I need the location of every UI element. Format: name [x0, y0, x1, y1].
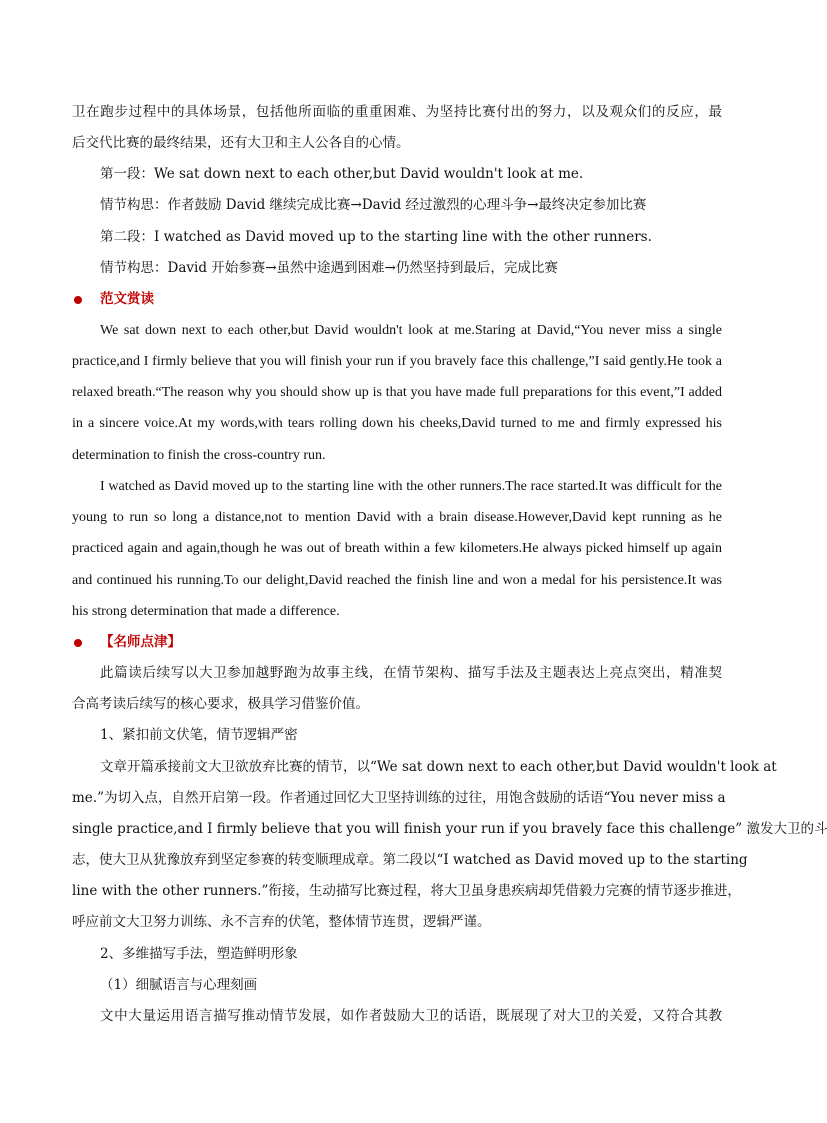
para2-label: 第二段：I watched as David moved up to the starting line with the other runners.	[100, 229, 652, 245]
essay2-line-2: young to run so long a distance,not to mention David with a brain disease.However,David kept running as he	[72, 510, 722, 525]
point1-line-4: 志，使大卫从犹豫放弃到坚定参赛的转变顺理成章。第二段以“I watched as David moved up to the starting	[72, 852, 748, 868]
intro-line-2: 后交代比赛的最终结果，还有大卫和主人公各自的心情。	[72, 135, 410, 151]
essay1-line-1: We sat down next to each other,but David wouldn't look at me.Staring at David,“You never miss a single	[100, 323, 722, 338]
comment-intro-line-1: 此篇读后续写以大卫参加越野跑为故事主线，在情节架构、描写手法及主题表达上亮点突出，精准契	[100, 665, 722, 681]
essay1-line-2: practice,and I firmly believe that you will finish your run if you bravely face this challenge,”I said gently.He took a	[72, 354, 722, 369]
essay2-line-3: practiced again and again,though he was out of breath within a few kilometers.He always picked himself up again	[72, 541, 722, 556]
essay2-line-5: his strong determination that made a difference.	[72, 604, 340, 619]
point1-title: 1、紧扣前文伏笔，情节逻辑严密	[100, 727, 298, 743]
point1-line-6: 呼应前文大卫努力训练、永不言弃的伏笔，整体情节连贯，逻辑严谨。	[72, 914, 491, 930]
bullet-icon	[74, 296, 82, 304]
point1-line-3: single practice,and I firmly believe that you will finish your run if you bravely face this challenge” 激发大卫的斗	[72, 821, 827, 837]
point1-line-1: 文章开篇承接前文大卫欲放弃比赛的情节，以“We sat down next to each other,but David wouldn't look at	[100, 759, 777, 775]
comment-intro-line-2: 合高考读后续写的核心要求，极具学习借鉴价值。	[72, 696, 369, 712]
essay1-line-5: determination to finish the cross-country run.	[72, 448, 326, 463]
essay1-line-4: in a sincere voice.At my words,with tears rolling down his cheeks,David turned to me and firmly expressed his	[72, 416, 722, 431]
bullet-icon	[74, 639, 82, 647]
plot1: 情节构思：作者鼓励 David 继续完成比赛→David 经过激烈的心理斗争→最终决定参加比赛	[100, 197, 647, 213]
section-title-teacher-comment: 【名师点津】	[100, 634, 181, 650]
point2-title: 2、多维描写手法，塑造鲜明形象	[100, 946, 298, 962]
section-title-model-essay: 范文赏读	[100, 291, 154, 307]
intro-line-1: 卫在跑步过程中的具体场景，包括他所面临的重重困难、为坚持比赛付出的努力，以及观众们的反应，最	[72, 104, 722, 120]
plot2: 情节构思：David 开始参赛→虽然中途遇到困难→仍然坚持到最后，完成比赛	[100, 260, 558, 276]
essay1-line-3: relaxed breath.“The reason why you should show up is that you have made full preparations for this event,”I added	[72, 385, 722, 400]
essay2-line-4: and continued his running.To our delight,David reached the finish line and won a medal for his persistence.It was	[72, 573, 722, 588]
point1-line-5: line with the other runners.”衔接，生动描写比赛过程，将大卫虽身患疾病却凭借毅力完赛的情节逐步推进，	[72, 883, 741, 899]
point2-subtitle: （1）细腻语言与心理刻画	[100, 977, 258, 993]
point1-line-2: me.”为切入点，自然开启第一段。作者通过回忆大卫坚持训练的过往，用饱含鼓励的话语“You never miss a	[72, 790, 726, 806]
point2-line-1: 文中大量运用语言描写推动情节发展，如作者鼓励大卫的话语，既展现了对大卫的关爱，又符合其教	[100, 1008, 722, 1024]
para1-label: 第一段：We sat down next to each other,but David wouldn't look at me.	[100, 166, 584, 182]
essay2-line-1: I watched as David moved up to the starting line with the other runners.The race started.It was difficult for the	[100, 479, 722, 494]
